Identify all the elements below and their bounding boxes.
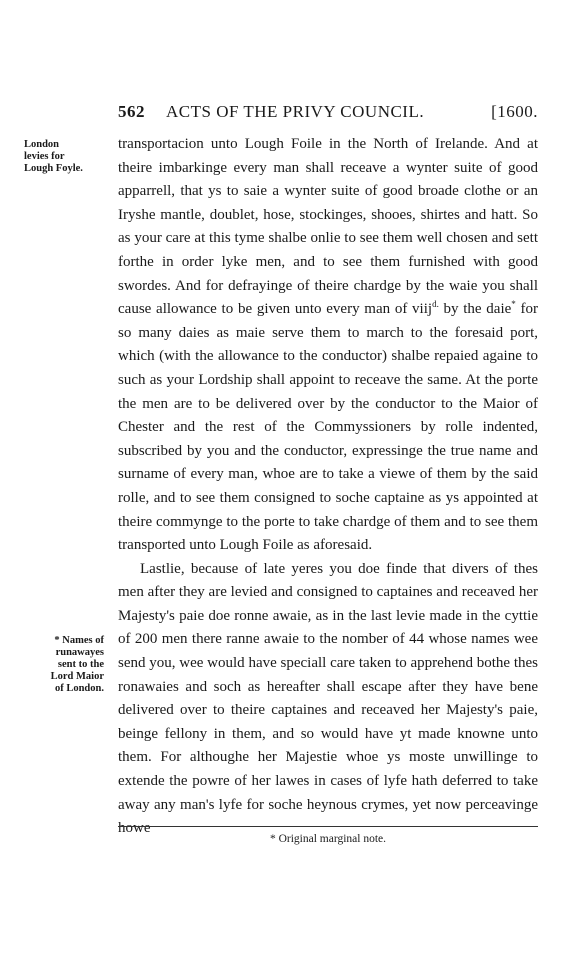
margin-note-line: Lough Foyle.: [24, 163, 83, 174]
running-header: [118, 102, 538, 124]
margin-note-runawayes: [24, 635, 104, 695]
text-segment: by the daie: [438, 301, 512, 318]
margin-note-line: levies for: [24, 151, 65, 162]
margin-note-london-levies: [24, 139, 104, 175]
paragraph-2: [118, 558, 538, 841]
paragraph-1: [118, 133, 538, 558]
text-segment: for so many daies as maie serve them to march to the foresaid port, which (with the allowance to the conductor) shalbe repaied againe to such as your Lordship shall appoint to receave the same. At the porte the men are to be delivered over by the conductor to the Maior of Chester and the rest of the Commyssioners by rolle indented, subscribed by you and the conductor, expressinge the true name and surname of every man, whoe are to take a viewe of them by the said rolle, and to see them consigned to soche captaine as ys appointed at theire commynge to the porte to take chardge of them and to see them transported unto Lough Foile as aforesaid.: [118, 301, 539, 554]
superscript: d.: [432, 299, 439, 310]
margin-note-line: * Names of: [54, 635, 104, 646]
footnote-rule: [118, 826, 538, 827]
text-segment: transportacion unto Lough Foile in the North of Irelande. And at theire imbarkinge every man shall receave a wynter suite of good apparrell, that ys to saie a wynter suite of good broade clothe or an Iryshe mantle, doublet, hose, stockinges, shooes, shirtes and hatt. So as your care at this tyme shalbe onlie to see them well chosen and sett forthe in order lyke men, and to see them furnished with good swordes. And for defrayinge of theire chardge by the waie you shall cause allowance to be given unto every man of viij: [118, 136, 538, 318]
footnote-marker: *: [511, 299, 516, 310]
text-segment: Lastlie, because of late yeres you doe finde that divers of thes men after they are levied and consigned to captaines and receaved her Majesty's paie doe ronne awaie, as in the last levie made in the cyttie of 200 men there ranne awaie to the nomber of 44 whose names wee send you, wee would have speciall care taken to apprehend bothe thes ronawaies and soch as hereafter shall escape after they have bene delivered over to theire captaines and receaved her Majesty's paie, beinge fellony in them, and so would have yt made knowne unto them. For althoughe her Majestie whoe ys moste unwillinge to extende the powre of her lawes in cases of lyfe hath deferred to take away any man's lyfe for soche heynous crymes, yet now perceavinge howe: [118, 560, 538, 837]
margin-note-line: Lord Maior: [50, 671, 104, 682]
margin-note-line: London: [24, 139, 60, 150]
page-number: 562: [118, 102, 145, 121]
running-title: ACTS OF THE PRIVY COUNCIL.: [166, 102, 425, 121]
margin-note-line: of London.: [54, 683, 104, 694]
margin-note-line: sent to the: [57, 659, 104, 670]
header-year: [1600.: [491, 102, 538, 121]
margin-note-line: runawayes: [55, 647, 104, 658]
footnote: * Original marginal note.: [269, 833, 387, 845]
body-text: [118, 133, 538, 841]
